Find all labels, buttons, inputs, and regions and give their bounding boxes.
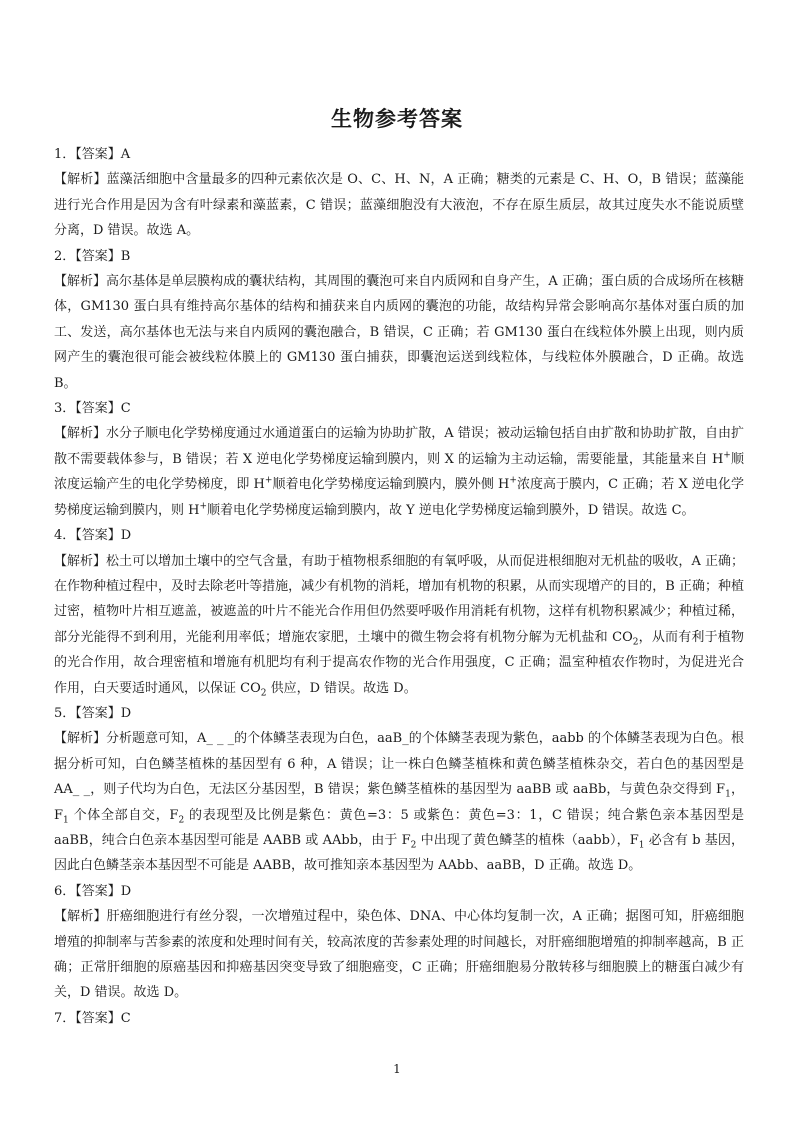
question-1-answer: 1．【答案】A (54, 147, 131, 162)
question-3-answer: 3．【答案】C (54, 401, 131, 417)
page-title: 生物参考答案 (331, 106, 463, 131)
question-4-explanation (54, 549, 744, 701)
explanation-text: 水分子顺电化学势梯度通过水通道蛋白的运输为协助扩散，A 错误；被动运输包括自由扩散和协助扩散，自由扩散不需要载体参与，B 错误；若 X 逆电化学势梯度运输到膜内，则 X 的运输为主动运输，需要能量，其能量来自 H+顺浓度运输产生的电化学势梯度，即 H+顺着电化学势梯度运输到膜内，膜外侧 H+浓度高于膜内，C 正确；若 X 逆电化学势梯度运输到膜内，则 H+顺着电化学势梯度运输到膜内，故 Y 逆电化学势梯度运输到膜外，D 错误。故选 C。 (54, 426, 744, 518)
explanation-tag: 【解析】 (54, 731, 107, 747)
explanation-text: 肝癌细胞进行有丝分裂，一次增殖过程中，染色体、DNA、中心体均复制一次，A 正确；据图可知，肝癌细胞增殖的抑制率与苦参素的浓度和处理时间有关，较高浓度的苦参素处理的时间越长，对肝癌细胞增殖的抑制率越高，B 正确；正常肝细胞的原癌基因和抑癌基因突变导致了细胞癌变，C 正确；肝癌细胞易分散转移与细胞膜上的糖蛋白减少有关，D 错误。故选 D。 (54, 909, 744, 1001)
explanation-text: 松土可以增加土壤中的空气含量，有助于植物根系细胞的有氧呼吸，从而促进根细胞对无机盐的吸收，A 正确；在作物种植过程中，及时去除老叶等措施，减少有机物的消耗，增加有机物的积累，从而实现增产的目的，B 正确；种植过密，植物叶片相互遮盖，被遮盖的叶片不能光合作用但仍然要呼吸作用消耗有机物，这样有机物积累减少；种植过稀，部分光能得不到利用，光能利用率低；增施农家肥，土壤中的微生物会将有机物分解为无机盐和 $CO_2$，从而有利于植物的光合作用，故合理密植和增施有机肥均有利于提高农作物的光合作用强度，C 正确；温室种植农作物时，为促进光合作用，白天要适时通风，以保证 $CO_2$ 供应，D 错误。故选 D。 (54, 553, 744, 699)
explanation-text: 高尔基体是单层膜构成的囊状结构，其周围的囊泡可来自内质网和自身产生，A 正确；蛋白质的合成场所在核糖体，GM130 蛋白具有维持高尔基体的结构和捕获来自内质网的囊泡的功能，故结构异常会影响高尔基体对蛋白质的加工、发送，高尔基体也无法与来自内质网的囊泡融合，B 错误，C 正确；若 GM130 蛋白在线粒体外膜上出现，则内质网产生的囊泡很可能会被线粒体膜上的 GM130 蛋白捕获，即囊泡运送到线粒体，与线粒体外膜融合，D 正确。故选 B。 (54, 274, 744, 391)
explanation-tag: 【解析】 (54, 172, 107, 188)
explanation-tag: 【解析】 (54, 553, 107, 569)
question-2-answer: 2．【答案】B (54, 248, 131, 264)
question-6-answer: 6．【答案】D (54, 883, 132, 899)
explanation-tag: 【解析】 (54, 426, 107, 442)
question-3-explanation (54, 421, 744, 523)
question-7-answer: 7．【答案】C (54, 1010, 131, 1026)
question-4-answer: 4．【答案】D (54, 528, 132, 544)
explanation-tag: 【解析】 (54, 909, 107, 925)
page-number: 1 (393, 1062, 401, 1076)
question-6-explanation (54, 904, 744, 1006)
answer-content (54, 142, 744, 1031)
question-2-explanation (54, 269, 744, 396)
explanation-text: 蓝藻活细胞中含量最多的四种元素依次是 O、C、H、N，A 正确；糖类的元素是 C、H、O，B 错误；蓝藻能进行光合作用是因为含有叶绿素和藻蓝素，C 错误；蓝藻细胞没有大液泡，不存在原生质层，故其过度失水不能说质壁分离，D 错误。故选 A。 (54, 172, 744, 239)
question-5-explanation (54, 726, 744, 878)
explanation-text: 分析题意可知，A_ _ _的个体鳞茎表现为白色，aaB_的个体鳞茎表现为紫色，aabb 的个体鳞茎表现为白色。根据分析可知，白色鳞茎植株的基因型有 6 种，A 错误；让一株白色鳞茎植株和黄色鳞茎植株杂交，若白色的基因型是 AA_ _，则子代均为白色，无法区分基因型，B 错误；紫色鳞茎植株的基因型为 aaBB 或 aaBb，与黄色杂交得到 $F_1$，$F_1$ 个体全部自交，$F_2$ 的表现型及比例是紫色：黄色=3：5 或紫色：黄色=3：1，C 错误；纯合紫色亲本基因型是 aaBB，纯合白色亲本基因型可能是 AABB 或 AAbb，由于 $F_2$ 中出现了黄色鳞茎的植株（aabb），$F_1$ 必含有 b 基因，因此白色鳞茎亲本基因型不可能是 AABB，故可推知亲本基因型为 AAbb、aaBB，D 正确。故选 D。 (54, 731, 745, 874)
question-5-answer: 5．【答案】D (54, 705, 132, 721)
question-1-explanation (54, 167, 744, 243)
explanation-tag: 【解析】 (54, 274, 107, 290)
